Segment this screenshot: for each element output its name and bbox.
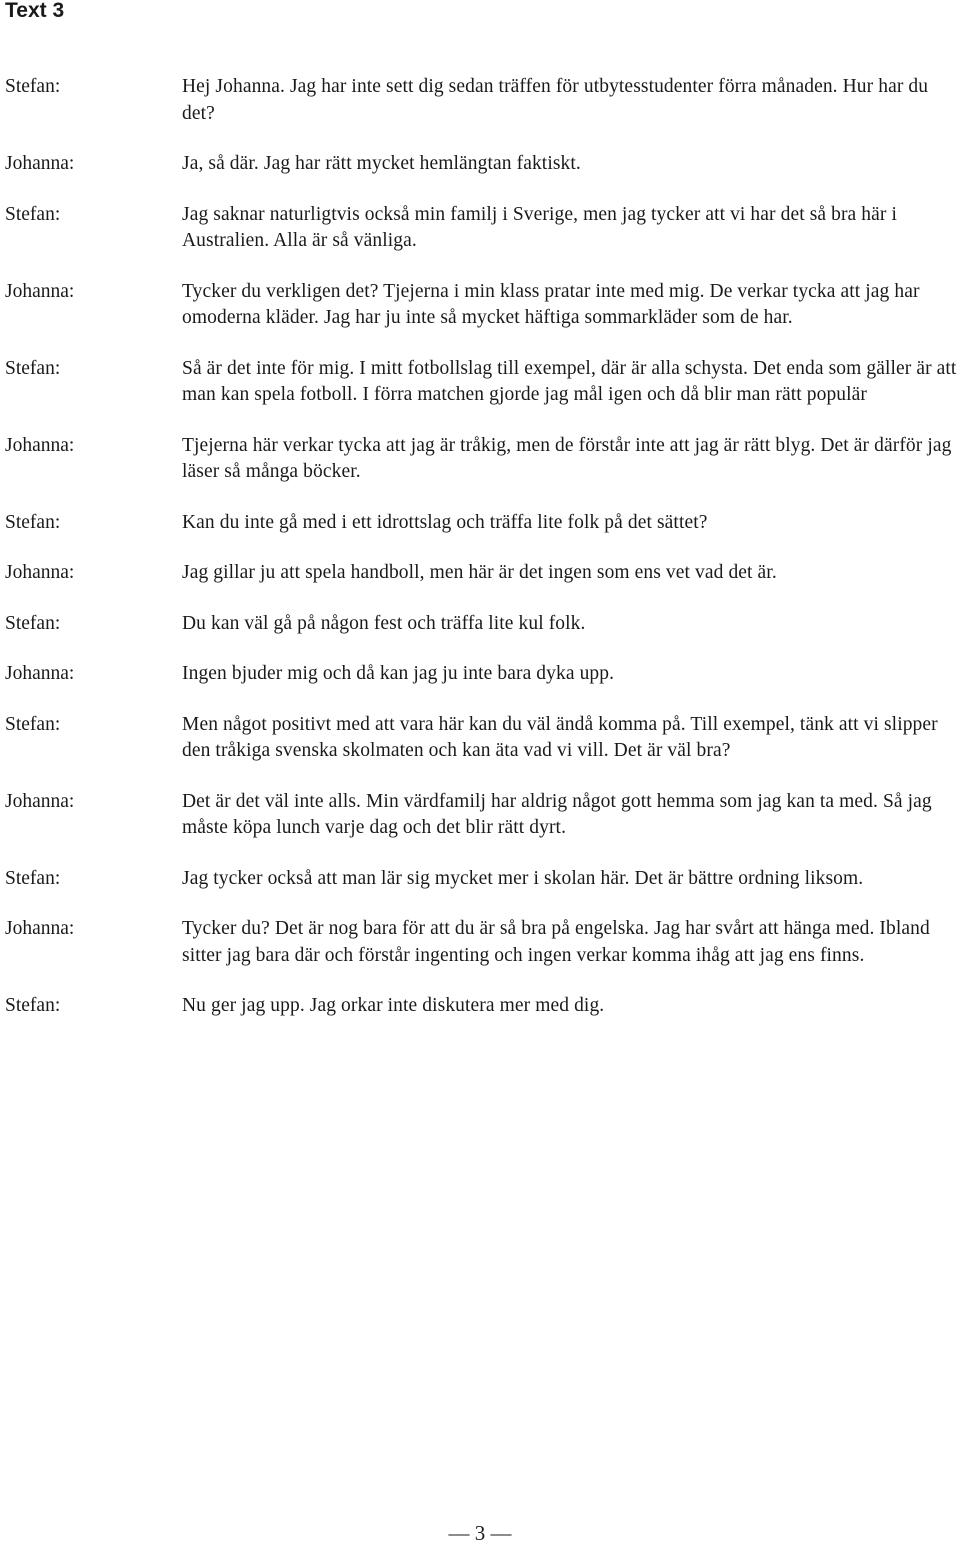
speech-text: Tjejerna här verkar tycka att jag är tråkig, men de förstår inte att jag är rätt blyg. Det är därför jag läser så många böcker. — [182, 434, 952, 482]
dialogue-turn — [0, 202, 960, 255]
speaker-name: Stefan: — [5, 995, 61, 1016]
speech-text: Hej Johanna. Jag har inte sett dig sedan träffen för utbytesstudenter förra månaden. Hur har du det? — [182, 76, 929, 124]
speaker-name: Stefan: — [5, 867, 61, 889]
speaker-name: Stefan: — [5, 357, 61, 379]
speaker-name: Johanna: — [5, 153, 75, 174]
speech-text: Jag saknar naturligtvis också min familj i Sverige, men jag tycker att vi har det så bra här i Australien. Alla är så vänliga. — [182, 203, 897, 251]
speaker-name: Stefan: — [5, 713, 61, 735]
speech-text: Kan du inte gå med i ett idrottslag och träffa lite folk på det sättet? — [182, 511, 708, 533]
dialogue-turn — [0, 433, 960, 486]
speech-text: Tycker du? Det är nog bara för att du är så bra på engelska. Jag har svårt att hänga med. Ibland sitter jag bara där och förstår ingenting och ingen verkar komma ihåg att jag ens finns. — [182, 918, 930, 966]
speech-text: Ingen bjuder mig och då kan jag ju inte bara dyka upp. — [182, 663, 615, 684]
speaker-name: Stefan: — [5, 76, 61, 97]
speech-text: Ja, så där. Jag har rätt mycket hemlängtan faktiskt. — [182, 153, 581, 174]
dialogue — [0, 74, 960, 1044]
dialogue-turn — [0, 661, 960, 688]
dialogue-turn — [0, 993, 960, 1020]
dialogue-turn — [0, 356, 960, 409]
speaker-name: Johanna: — [5, 918, 75, 939]
dialogue-turn — [0, 866, 960, 893]
speech-text: Nu ger jag upp. Jag orkar inte diskutera mer med dig. — [182, 995, 605, 1016]
page-heading: Text 3 — [5, 0, 65, 22]
speech-text: Men något positivt med att vara här kan du väl ändå komma på. Till exempel, tänk att vi slipper den tråkiga svenska skolmaten och kan äta vad vi vill. Det är väl bra? — [182, 713, 938, 761]
dialogue-turn — [0, 611, 960, 638]
speaker-name: Johanna: — [5, 280, 75, 302]
dialogue-turn — [0, 279, 960, 332]
dialogue-turn — [0, 74, 960, 127]
dialogue-turn — [0, 510, 960, 537]
speaker-name: Johanna: — [5, 562, 75, 583]
speech-text: Tycker du verkligen det? Tjejerna i min klass pratar inte med mig. De verkar tycka att jag har omoderna kläder. Jag har ju inte så mycket häftiga sommarkläder som de har. — [182, 280, 920, 328]
speaker-name: Johanna: — [5, 790, 75, 812]
speech-text: Jag gillar ju att spela handboll, men här är det ingen som ens vet vad det är. — [182, 562, 777, 583]
speaker-name: Johanna: — [5, 663, 75, 684]
page-number: — 3 — — [448, 1521, 512, 1545]
speech-text: Du kan väl gå på någon fest och träffa lite kul folk. — [182, 612, 586, 634]
dialogue-turn — [0, 916, 960, 969]
speaker-name: Stefan: — [5, 612, 61, 634]
dialogue-turn — [0, 151, 960, 178]
speaker-name: Stefan: — [5, 203, 61, 225]
speech-text: Så är det inte för mig. I mitt fotbollslag till exempel, där är alla schysta. Det enda som gäller är att man kan spela fotboll. I förra matchen gjorde jag mål igen och då blir man rätt populär — [182, 357, 957, 405]
speech-text: Jag tycker också att man lär sig mycket mer i skolan här. Det är bättre ordning liksom. — [182, 867, 864, 889]
dialogue-turn — [0, 789, 960, 842]
speaker-name: Johanna: — [5, 434, 75, 456]
speaker-name: Stefan: — [5, 511, 61, 533]
dialogue-turn — [0, 560, 960, 587]
dialogue-turn — [0, 712, 960, 765]
speech-text: Det är det väl inte alls. Min värdfamilj har aldrig något gott hemma som jag kan ta med. Så jag måste köpa lunch varje dag och det blir rätt dyrt. — [182, 790, 932, 838]
